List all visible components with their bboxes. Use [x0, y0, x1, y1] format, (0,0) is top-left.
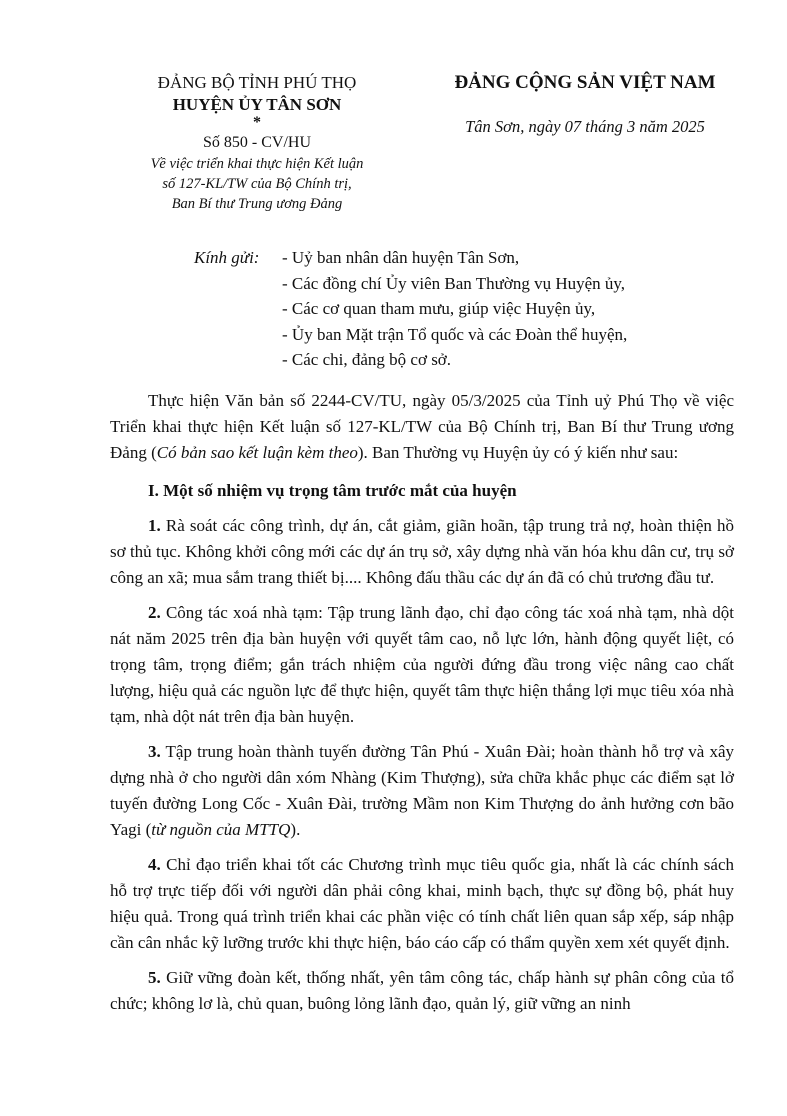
recipients-block: [194, 245, 742, 373]
party-name: ĐẢNG CỘNG SẢN VIỆT NAM: [454, 72, 716, 93]
party-block: [430, 70, 740, 138]
recipient-item: - Ủy ban Mặt trận Tổ quốc và các Đoàn thể huyện,: [282, 324, 628, 344]
item-text: Rà soát các công trình, dự án, cắt giảm, giãn hoãn, tập trung trả nợ, hoàn thiện hồ sơ thủ tục. Không khởi công mới các dự án trụ sở, xây dựng nhà văn hóa khu dân cư, trụ sở công an xã; mua sắm trang thiết bị.... Không đấu thầu các dự án đã có chủ trương đầu tư.: [110, 516, 734, 587]
document-number: Số 850 - CV/HU: [202, 134, 311, 151]
item-number: 1.: [148, 516, 161, 535]
recipient-item: - Các đồng chí Ủy viên Ban Thường vụ Huyện ủy,: [282, 273, 626, 293]
recipient-item: - Các cơ quan tham mưu, giúp việc Huyện ủy,: [282, 299, 596, 318]
recipients-label: Kính gửi:: [194, 248, 260, 267]
task-item-4: [110, 852, 734, 956]
item-number: 3.: [148, 742, 161, 761]
star-mark: *: [253, 114, 261, 131]
issuer-province: ĐẢNG BỘ TỈNH PHÚ THỌ: [157, 73, 357, 92]
subject-line: số 127-KL/TW của Bộ Chính trị,: [162, 176, 352, 192]
recipient-item: - Uỷ ban nhân dân huyện Tân Sơn,: [282, 248, 520, 267]
task-item-3: [110, 739, 734, 843]
intro-text: Thực hiện Văn bản số 2244-CV/TU, ngày 05/3/2025 của Tỉnh uỷ Phú Thọ về việc Triển khai thực hiện Kết luận số 127-KL/TW của Bộ Chính trị, Ban Bí thư Trung ương Đảng (: [110, 391, 734, 462]
task-item-1: [110, 513, 734, 591]
item-number: 2.: [148, 603, 161, 622]
section-title: I. Một số nhiệm vụ trọng tâm trước mắt của huyện: [148, 481, 517, 500]
date-line: Tân Sơn, ngày 07 tháng 3 năm 2025: [465, 117, 705, 136]
subject-line: Ban Bí thư Trung ương Đảng: [171, 196, 343, 212]
item-text-end: ).: [290, 820, 301, 839]
document-subject: [132, 154, 382, 214]
intro-paragraph: [110, 388, 734, 466]
issuer-block: [132, 72, 382, 214]
document-body: [110, 388, 734, 1017]
item-text: Tập trung hoàn thành tuyến đường Tân Phú - Xuân Đài; hoàn thành hỗ trợ và xây dựng nhà ở cho người dân xóm Nhàng (Kim Thượng), sửa chữa khắc phục các điểm sạt lở tuyến đường Long Cốc - Xuân Đài, trường Mầm non Kim Thượng do ảnh hưởng cơn bão Yagi (: [110, 742, 734, 839]
recipients-list: [282, 245, 742, 373]
item-text: Giữ vững đoàn kết, thống nhất, yên tâm công tác, chấp hành sự phân công của tổ chức; không lơ là, chủ quan, buông lỏng lãnh đạo, quản lý, giữ vững an ninh: [110, 968, 734, 1013]
item-text: Công tác xoá nhà tạm: Tập trung lãnh đạo, chỉ đạo công tác xoá nhà tạm, nhà dột nát năm 2025 trên địa bàn huyện với quyết tâm cao, nỗ lực lớn, hành động quyết liệt, có trọng tâm, trọng điểm; gắn trách nhiệm của người đứng đầu trong việc nâng cao chất lượng, hiệu quả các nguồn lực để thực hiện, quyết tâm thực hiện thắng lợi mục tiêu xóa nhà tạm, nhà dột nát trên địa bàn huyện.: [110, 603, 734, 726]
issuer-district: HUYỆN ỦY TÂN SƠN: [172, 95, 342, 114]
item-text: Chỉ đạo triển khai tốt các Chương trình mục tiêu quốc gia, nhất là các chính sách hỗ trợ trực tiếp đối với người dân phải công khai, minh bạch, thực sự đồng bộ, phát huy hiệu quả. Trong quá trình triển khai các phần việc có tính chất liên quan sắp xếp, sáp nhập cần cân nhắc kỹ lưỡng trước khi thực hiện, báo cáo cấp có thẩm quyền xem xét quyết định.: [110, 855, 734, 952]
subject-line: Về việc triển khai thực hiện Kết luận: [150, 156, 364, 172]
intro-text-end: ). Ban Thường vụ Huyện ủy có ý kiến như sau:: [357, 443, 679, 462]
intro-italic-note: Có bản sao kết luận kèm theo: [156, 443, 358, 462]
item-italic-note: từ nguồn của MTTQ: [151, 820, 291, 839]
item-number: 5.: [148, 968, 161, 987]
recipient-item: - Các chi, đảng bộ cơ sở.: [282, 350, 452, 369]
item-number: 4.: [148, 855, 161, 874]
task-item-2: [110, 600, 734, 730]
task-item-5: [110, 965, 734, 1017]
